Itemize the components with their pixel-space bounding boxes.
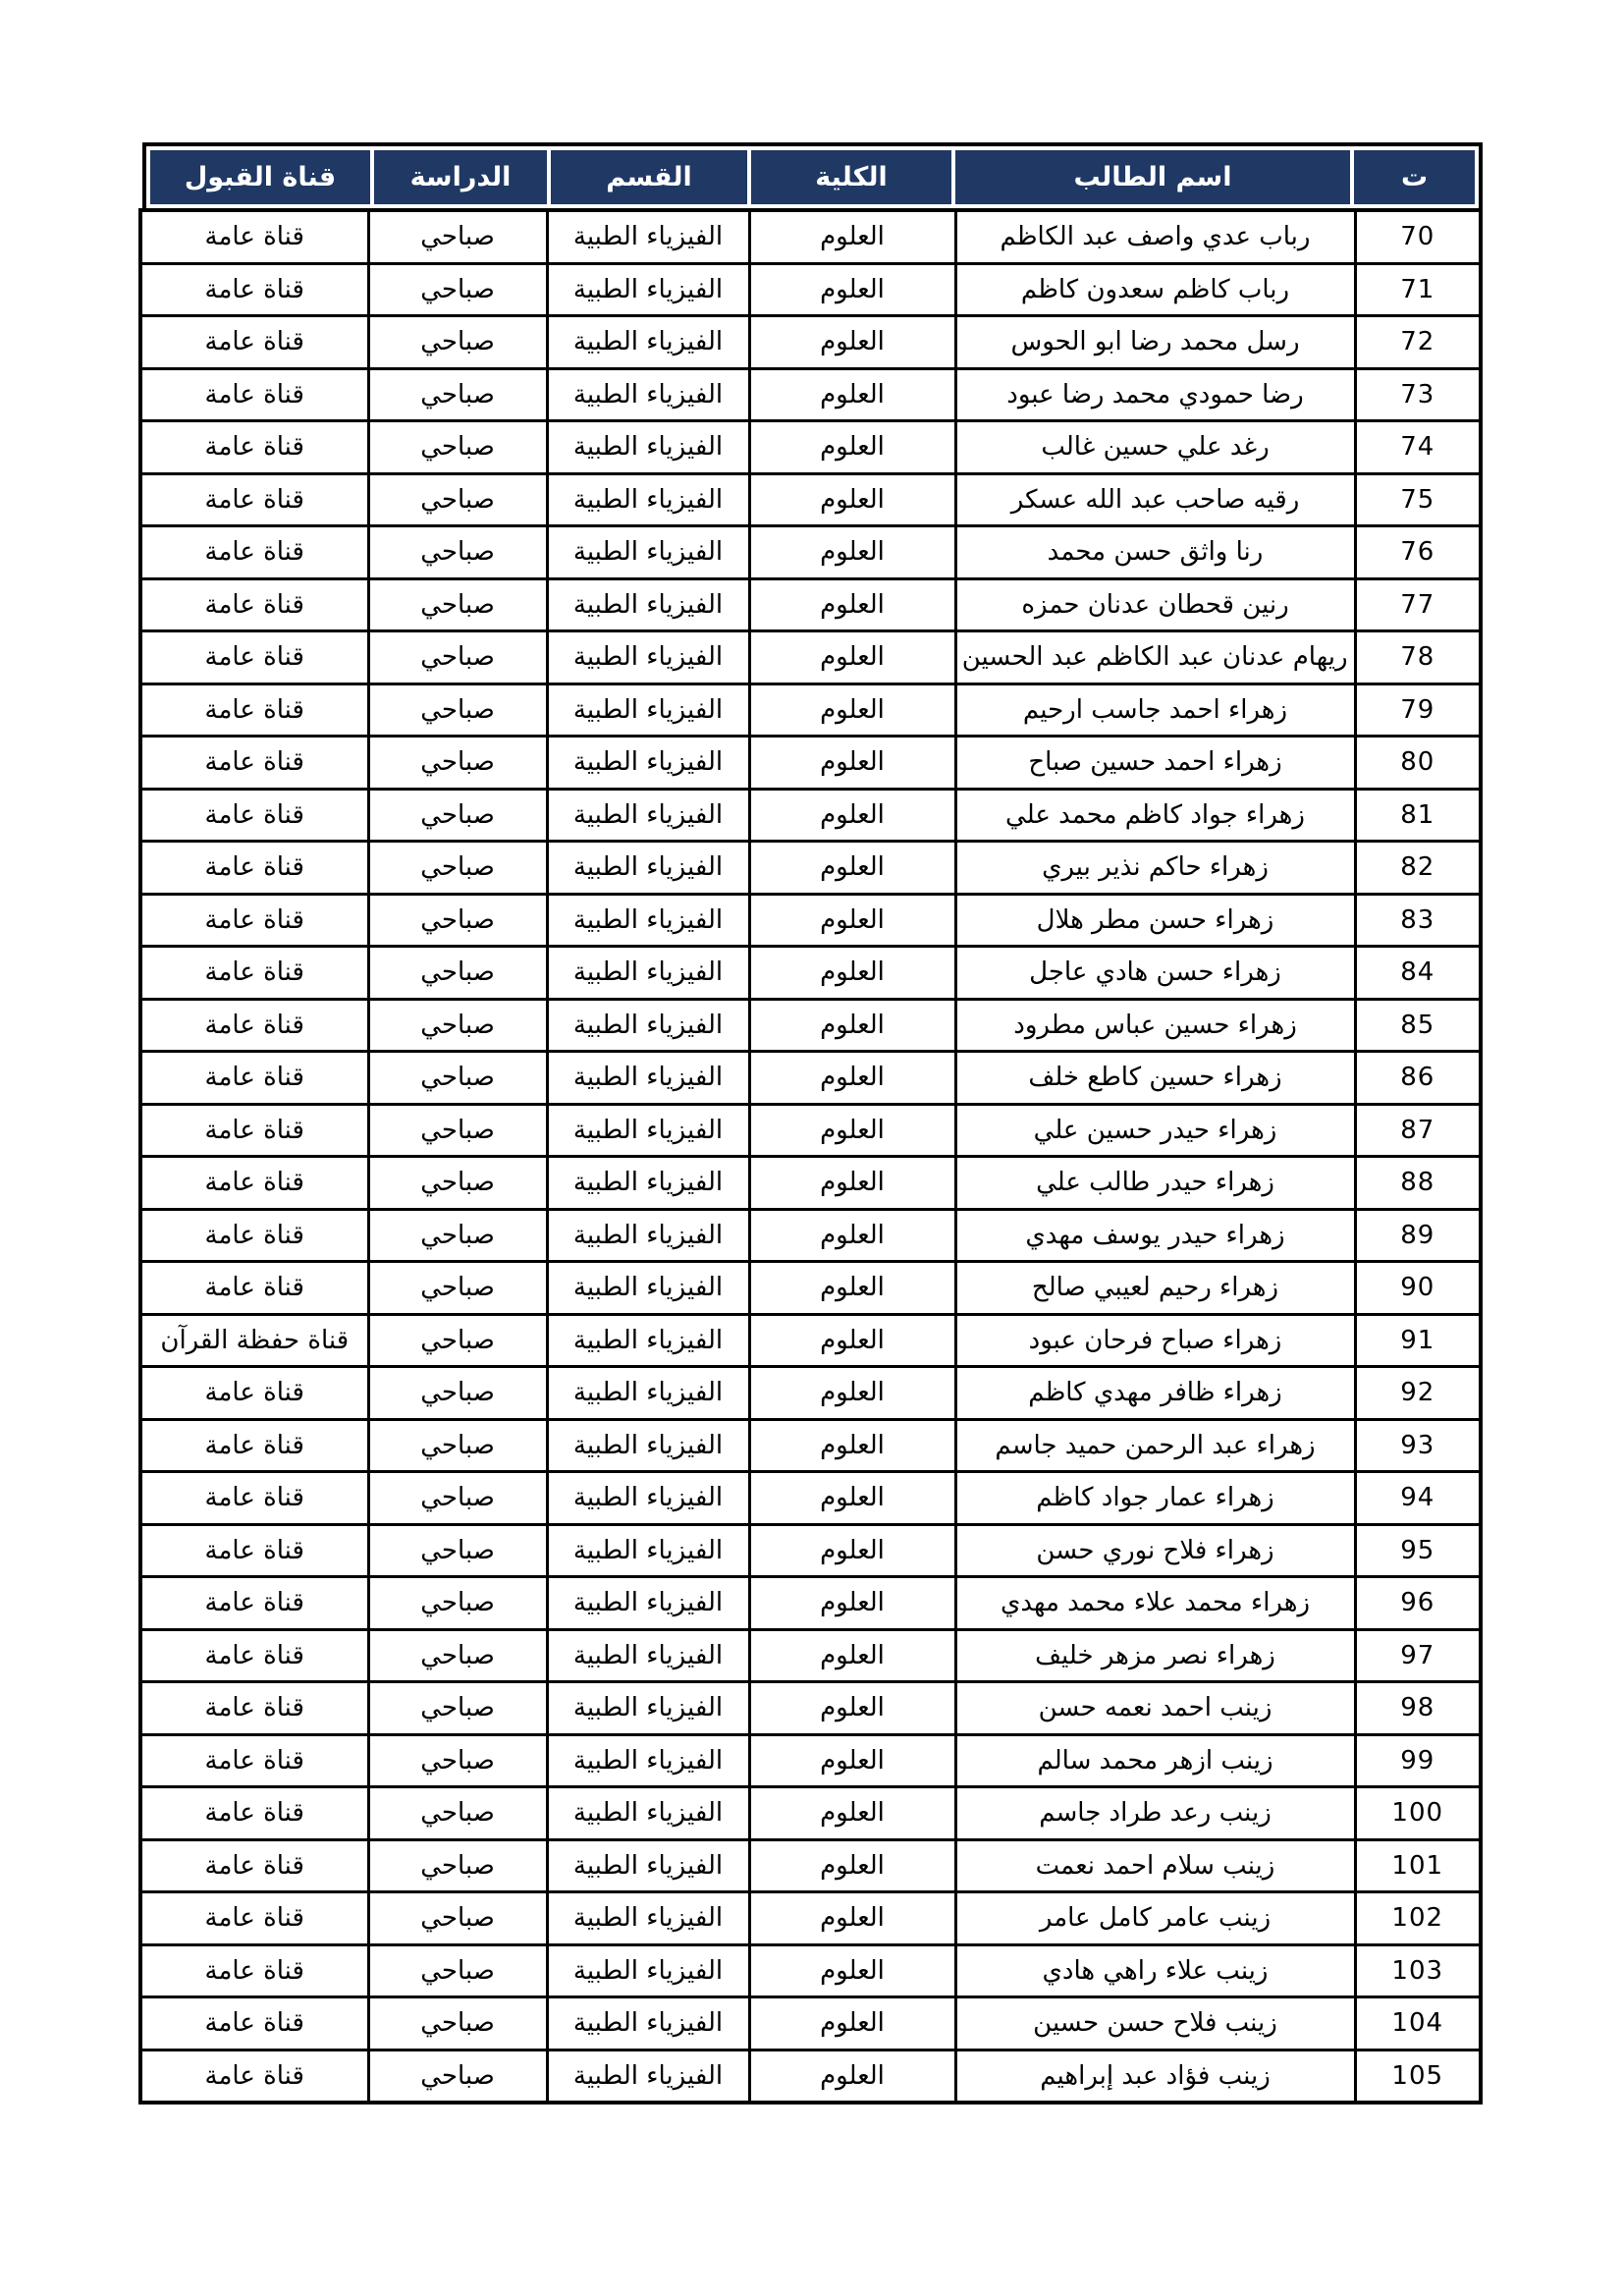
cell-student-name: زهراء نصر مزهر خليف [955,1629,1355,1682]
table-row [140,473,1481,526]
cell-department: الفيزياء الطبية [547,1157,749,1210]
cell-college: العلوم [749,683,955,737]
cell-row-number: 98 [1355,1682,1481,1735]
cell-admission-channel: قناة عامة [140,1157,368,1210]
cell-college: العلوم [749,578,955,631]
cell-student-name: زهراء احمد حسين صباح [955,737,1355,790]
cell-study-type: صباحي [368,999,547,1052]
cell-admission-channel: قناة عامة [140,789,368,842]
cell-college: العلوم [749,1892,955,1945]
cell-college: العلوم [749,1524,955,1577]
table-row [140,683,1481,737]
cell-college: العلوم [749,631,955,684]
table-row [140,1104,1481,1157]
cell-row-number: 75 [1355,473,1481,526]
table-row [140,1787,1481,1840]
cell-study-type: صباحي [368,789,547,842]
cell-student-name: رنين قحطان عدنان حمزه [955,578,1355,631]
cell-study-type: صباحي [368,316,547,369]
cell-row-number: 92 [1355,1367,1481,1420]
table-row [140,1734,1481,1787]
cell-college: العلوم [749,1944,955,1997]
cell-row-number: 76 [1355,526,1481,579]
cell-college: العلوم [749,1734,955,1787]
cell-study-type: صباحي [368,683,547,737]
cell-admission-channel: قناة عامة [140,263,368,316]
cell-admission-channel: قناة عامة [140,1682,368,1735]
cell-college: العلوم [749,1367,955,1420]
header-cell-student-name: اسم الطالب [955,150,1350,204]
cell-row-number: 89 [1355,1209,1481,1262]
cell-department: الفيزياء الطبية [547,789,749,842]
table-row [140,1472,1481,1525]
cell-study-type: صباحي [368,1734,547,1787]
cell-row-number: 105 [1355,2050,1481,2103]
table-row [140,947,1481,1000]
cell-row-number: 94 [1355,1472,1481,1525]
cell-study-type: صباحي [368,631,547,684]
cell-college: العلوم [749,526,955,579]
cell-department: الفيزياء الطبية [547,1209,749,1262]
cell-admission-channel: قناة عامة [140,842,368,895]
cell-department: الفيزياء الطبية [547,1577,749,1630]
cell-admission-channel: قناة عامة [140,1472,368,1525]
cell-admission-channel: قناة عامة [140,1524,368,1577]
cell-admission-channel: قناة عامة [140,1419,368,1472]
cell-department: الفيزياء الطبية [547,631,749,684]
cell-student-name: زينب فلاح حسن حسين [955,1997,1355,2050]
cell-study-type: صباحي [368,1944,547,1997]
cell-study-type: صباحي [368,210,547,263]
table-row [140,1367,1481,1420]
cell-student-name: زينب فؤاد عبد إبراهيم [955,2050,1355,2103]
cell-college: العلوم [749,1419,955,1472]
cell-department: الفيزياء الطبية [547,1944,749,1997]
cell-department: الفيزياء الطبية [547,578,749,631]
header-cell-department: القسم [551,150,747,204]
cell-row-number: 86 [1355,1052,1481,1105]
table-row [140,631,1481,684]
cell-row-number: 82 [1355,842,1481,895]
cell-department: الفيزياء الطبية [547,894,749,947]
table-row [140,578,1481,631]
table-row [140,1892,1481,1945]
cell-department: الفيزياء الطبية [547,1419,749,1472]
cell-admission-channel: قناة عامة [140,1787,368,1840]
cell-student-name: زهراء محمد علاء محمد مهدي [955,1577,1355,1630]
cell-student-name: زهراء حيدر طالب علي [955,1157,1355,1210]
cell-student-name: زينب رعد طراد جاسم [955,1787,1355,1840]
cell-row-number: 91 [1355,1314,1481,1367]
cell-row-number: 79 [1355,683,1481,737]
cell-student-name: زهراء جواد كاظم محمد علي [955,789,1355,842]
table-row [140,1524,1481,1577]
cell-admission-channel: قناة عامة [140,1734,368,1787]
cell-college: العلوم [749,1472,955,1525]
table-row [140,1157,1481,1210]
cell-study-type: صباحي [368,1997,547,2050]
table-row [140,2050,1481,2103]
table-row [140,526,1481,579]
cell-department: الفيزياء الطبية [547,210,749,263]
cell-student-name: زينب سلام احمد نعمت [955,1839,1355,1892]
cell-college: العلوم [749,1104,955,1157]
cell-student-name: رنا واثق حسن محمد [955,526,1355,579]
table-row [140,1944,1481,1997]
cell-student-name: ريهام عدنان عبد الكاظم عبد الحسين [955,631,1355,684]
cell-row-number: 103 [1355,1944,1481,1997]
cell-college: العلوم [749,368,955,421]
cell-college: العلوم [749,1839,955,1892]
cell-row-number: 73 [1355,368,1481,421]
cell-college: العلوم [749,737,955,790]
cell-row-number: 90 [1355,1262,1481,1315]
cell-department: الفيزياء الطبية [547,368,749,421]
cell-college: العلوم [749,789,955,842]
cell-college: العلوم [749,999,955,1052]
cell-student-name: رسل محمد رضا ابو الحوس [955,316,1355,369]
cell-row-number: 100 [1355,1787,1481,1840]
cell-admission-channel: قناة عامة [140,947,368,1000]
cell-college: العلوم [749,263,955,316]
table-row [140,789,1481,842]
cell-college: العلوم [749,842,955,895]
cell-department: الفيزياء الطبية [547,842,749,895]
cell-row-number: 88 [1355,1157,1481,1210]
cell-study-type: صباحي [368,1682,547,1735]
header-cell-study-type: الدراسة [374,150,547,204]
cell-study-type: صباحي [368,578,547,631]
cell-student-name: زينب ازهر محمد سالم [955,1734,1355,1787]
cell-study-type: صباحي [368,263,547,316]
table-header-row [142,142,1483,208]
cell-department: الفيزياء الطبية [547,1104,749,1157]
cell-department: الفيزياء الطبية [547,1629,749,1682]
cell-admission-channel: قناة عامة [140,894,368,947]
cell-row-number: 81 [1355,789,1481,842]
cell-study-type: صباحي [368,1314,547,1367]
table-row [140,316,1481,369]
cell-student-name: زهراء حاكم نذير بيري [955,842,1355,895]
cell-row-number: 74 [1355,421,1481,474]
table-row [140,1262,1481,1315]
table-row [140,894,1481,947]
cell-department: الفيزياء الطبية [547,947,749,1000]
cell-department: الفيزياء الطبية [547,473,749,526]
cell-student-name: زهراء حيدر حسين علي [955,1104,1355,1157]
cell-admission-channel: قناة عامة [140,1629,368,1682]
cell-student-name: زهراء رحيم لعيبي صالح [955,1262,1355,1315]
table-row [140,737,1481,790]
cell-college: العلوم [749,947,955,1000]
cell-admission-channel: قناة عامة [140,1052,368,1105]
cell-study-type: صباحي [368,1629,547,1682]
cell-college: العلوم [749,1052,955,1105]
cell-student-name: رضا حمودي محمد رضا عبود [955,368,1355,421]
cell-row-number: 71 [1355,263,1481,316]
table-row [140,368,1481,421]
cell-college: العلوم [749,210,955,263]
table-row [140,1419,1481,1472]
cell-row-number: 95 [1355,1524,1481,1577]
cell-college: العلوم [749,1262,955,1315]
table-row [140,1052,1481,1105]
cell-student-name: رباب كاظم سعدون كاظم [955,263,1355,316]
table-row [140,210,1481,263]
cell-admission-channel: قناة عامة [140,1577,368,1630]
cell-study-type: صباحي [368,473,547,526]
table-row [140,842,1481,895]
cell-college: العلوم [749,1682,955,1735]
cell-admission-channel: قناة عامة [140,2050,368,2103]
cell-study-type: صباحي [368,368,547,421]
cell-row-number: 72 [1355,316,1481,369]
cell-student-name: زهراء حسن مطر هلال [955,894,1355,947]
cell-college: العلوم [749,894,955,947]
cell-department: الفيزياء الطبية [547,2050,749,2103]
cell-department: الفيزياء الطبية [547,1314,749,1367]
cell-department: الفيزياء الطبية [547,1367,749,1420]
cell-student-name: زهراء عمار جواد كاظم [955,1472,1355,1525]
cell-study-type: صباحي [368,1892,547,1945]
cell-department: الفيزياء الطبية [547,1524,749,1577]
cell-admission-channel: قناة عامة [140,999,368,1052]
cell-department: الفيزياء الطبية [547,1262,749,1315]
cell-study-type: صباحي [368,737,547,790]
cell-student-name: زهراء حيدر يوسف مهدي [955,1209,1355,1262]
cell-study-type: صباحي [368,1419,547,1472]
cell-admission-channel: قناة عامة [140,316,368,369]
cell-college: العلوم [749,2050,955,2103]
header-cell-college: الكلية [751,150,951,204]
cell-row-number: 104 [1355,1997,1481,2050]
cell-study-type: صباحي [368,1839,547,1892]
cell-college: العلوم [749,421,955,474]
cell-row-number: 99 [1355,1734,1481,1787]
cell-college: العلوم [749,1314,955,1367]
cell-study-type: صباحي [368,1577,547,1630]
cell-row-number: 87 [1355,1104,1481,1157]
cell-student-name: زهراء فلاح نوري حسن [955,1524,1355,1577]
cell-admission-channel: قناة حفظة القرآن [140,1314,368,1367]
cell-college: العلوم [749,1209,955,1262]
table-row [140,1629,1481,1682]
cell-college: العلوم [749,1997,955,2050]
cell-student-name: رقيه صاحب عبد الله عسكر [955,473,1355,526]
cell-department: الفيزياء الطبية [547,999,749,1052]
cell-admission-channel: قناة عامة [140,526,368,579]
header-cell-no: ت [1354,150,1475,204]
cell-admission-channel: قناة عامة [140,421,368,474]
table-row [140,1839,1481,1892]
cell-admission-channel: قناة عامة [140,1892,368,1945]
cell-department: الفيزياء الطبية [547,1052,749,1105]
cell-row-number: 101 [1355,1839,1481,1892]
cell-admission-channel: قناة عامة [140,631,368,684]
cell-college: العلوم [749,473,955,526]
cell-row-number: 70 [1355,210,1481,263]
cell-study-type: صباحي [368,1052,547,1105]
cell-study-type: صباحي [368,1104,547,1157]
cell-student-name: رغد علي حسين غالب [955,421,1355,474]
cell-student-name: زينب علاء راهي هادي [955,1944,1355,1997]
cell-college: العلوم [749,1629,955,1682]
cell-study-type: صباحي [368,1262,547,1315]
cell-student-name: زهراء صباح فرحان عبود [955,1314,1355,1367]
cell-row-number: 97 [1355,1629,1481,1682]
cell-admission-channel: قناة عامة [140,1104,368,1157]
cell-admission-channel: قناة عامة [140,737,368,790]
cell-study-type: صباحي [368,1787,547,1840]
cell-department: الفيزياء الطبية [547,1892,749,1945]
cell-row-number: 84 [1355,947,1481,1000]
cell-row-number: 80 [1355,737,1481,790]
table-row [140,1577,1481,1630]
cell-study-type: صباحي [368,1157,547,1210]
cell-study-type: صباحي [368,2050,547,2103]
cell-student-name: زهراء عبد الرحمن حميد جاسم [955,1419,1355,1472]
cell-department: الفيزياء الطبية [547,263,749,316]
cell-department: الفيزياء الطبية [547,1839,749,1892]
cell-department: الفيزياء الطبية [547,526,749,579]
cell-department: الفيزياء الطبية [547,421,749,474]
cell-row-number: 96 [1355,1577,1481,1630]
cell-student-name: زهراء ظافر مهدي كاظم [955,1367,1355,1420]
table-row [140,263,1481,316]
cell-student-name: زهراء حسين عباس مطرود [955,999,1355,1052]
cell-row-number: 77 [1355,578,1481,631]
cell-department: الفيزياء الطبية [547,316,749,369]
cell-college: العلوم [749,316,955,369]
cell-college: العلوم [749,1577,955,1630]
cell-study-type: صباحي [368,1209,547,1262]
cell-study-type: صباحي [368,1524,547,1577]
student-admission-table [142,142,1483,2105]
cell-department: الفيزياء الطبية [547,1997,749,2050]
cell-department: الفيزياء الطبية [547,1734,749,1787]
cell-row-number: 102 [1355,1892,1481,1945]
cell-study-type: صباحي [368,894,547,947]
table-body [138,208,1483,2105]
cell-department: الفيزياء الطبية [547,1787,749,1840]
table-row [140,1682,1481,1735]
cell-row-number: 83 [1355,894,1481,947]
cell-student-name: زينب عامر كامل عامر [955,1892,1355,1945]
cell-admission-channel: قناة عامة [140,683,368,737]
cell-student-name: زهراء حسين كاطع خلف [955,1052,1355,1105]
cell-department: الفيزياء الطبية [547,1682,749,1735]
table-row [140,421,1481,474]
cell-admission-channel: قناة عامة [140,1997,368,2050]
cell-study-type: صباحي [368,1367,547,1420]
cell-admission-channel: قناة عامة [140,578,368,631]
cell-admission-channel: قناة عامة [140,1209,368,1262]
header-cell-admission-channel: قناة القبول [150,150,370,204]
table-row [140,1997,1481,2050]
cell-study-type: صباحي [368,947,547,1000]
cell-admission-channel: قناة عامة [140,1367,368,1420]
cell-study-type: صباحي [368,1472,547,1525]
cell-study-type: صباحي [368,526,547,579]
cell-department: الفيزياء الطبية [547,683,749,737]
cell-student-name: زينب احمد نعمه حسن [955,1682,1355,1735]
cell-row-number: 93 [1355,1419,1481,1472]
cell-department: الفيزياء الطبية [547,737,749,790]
cell-college: العلوم [749,1157,955,1210]
cell-department: الفيزياء الطبية [547,1472,749,1525]
cell-row-number: 85 [1355,999,1481,1052]
table-row [140,1209,1481,1262]
cell-admission-channel: قناة عامة [140,1839,368,1892]
table-row [140,999,1481,1052]
cell-admission-channel: قناة عامة [140,368,368,421]
cell-study-type: صباحي [368,421,547,474]
cell-student-name: رباب عدي واصف عبد الكاظم [955,210,1355,263]
cell-study-type: صباحي [368,842,547,895]
cell-admission-channel: قناة عامة [140,210,368,263]
cell-admission-channel: قناة عامة [140,1944,368,1997]
cell-admission-channel: قناة عامة [140,1262,368,1315]
cell-student-name: زهراء حسن هادي عاجل [955,947,1355,1000]
cell-student-name: زهراء احمد جاسب ارحيم [955,683,1355,737]
cell-college: العلوم [749,1787,955,1840]
cell-admission-channel: قناة عامة [140,473,368,526]
table-row [140,1314,1481,1367]
cell-row-number: 78 [1355,631,1481,684]
